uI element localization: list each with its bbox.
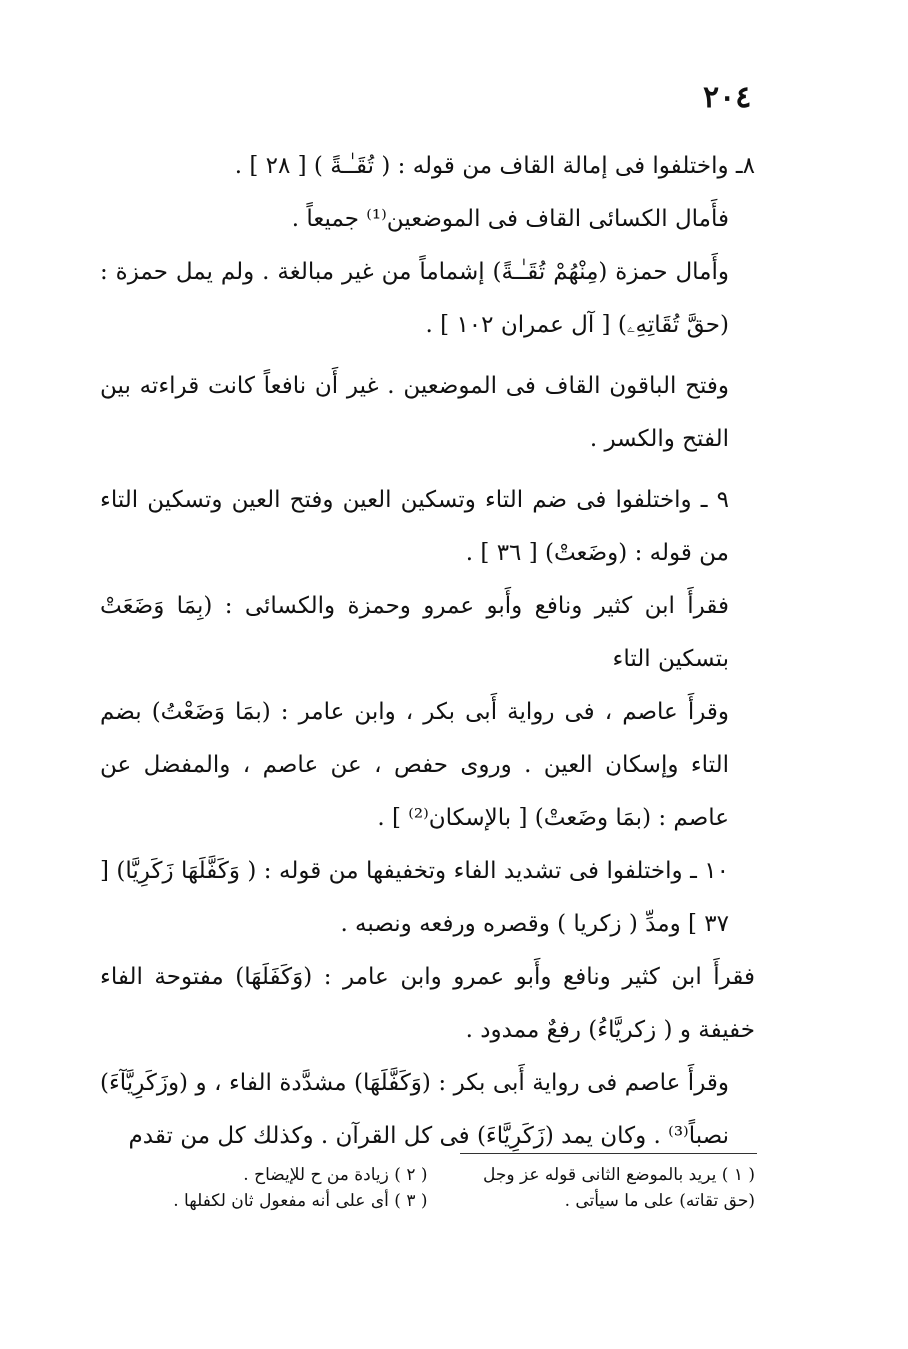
- footnote-3: ( ٣ ) أى على أنه مفعول ثان لكفلها .: [173, 1191, 428, 1211]
- paragraph-8-others: وفتح الباقون القاف فى الموضعين . غير أَن نافعاً كانت قراءته بين الفتح والكسر .: [100, 373, 729, 452]
- paragraph-9-asim: وقرأَ عاصم ، فى رواية أَبى بكر ، وابن عامر : (بمَا وَضَعْتُ) بضم التاء وإسكان العين . وروى حفص ، عن عاصم ، والمفضل عن عاصم : (بمَا وضَعتْ) [ بالإسكان⁽²⁾ ] .: [100, 699, 729, 831]
- page-number: ٢٠٤: [703, 80, 752, 115]
- paragraph-8-kisai: فأَمال الكسائى القاف فى الموضعين⁽¹⁾ جميعاً .: [291, 206, 729, 232]
- footnote-divider: [460, 1153, 757, 1154]
- paragraph-10-heading: ١٠ ـ واختلفوا فى تشديد الفاء وتخفيفها من قوله : ( وَكَفَّلَهَا زَكَرِيَّا) [ ٣٧ ] ومدِّ ( زكريا ) وقصره ورفعه ونصبه .: [100, 858, 729, 937]
- footnote-1-line-1: ( ١ ) يريد بالموضع الثانى قوله عز وجل: [482, 1165, 755, 1185]
- paragraph-9-heading: ٩ ـ واختلفوا فى ضم التاء وتسكين العين وفتح العين وتسكين التاء من قوله : (وضَعتْ) [ ٣٦ ] .: [100, 487, 729, 566]
- paragraph-9-readers: فقرأَ ابن كثير ونافع وأَبو عمرو وحمزة والكسائى : (بِمَا وَضَعَتْ بتسكين التاء: [100, 593, 729, 672]
- footnote-1-line-2: (حق تقاته) على ما سيأتى .: [564, 1191, 755, 1211]
- body-text: [100, 140, 755, 1163]
- paragraph-8-heading: ٨ـ واختلفوا فى إمالة القاف من قوله : ( تُقَـٰـةً ) [ ٢٨ ] .: [234, 153, 755, 179]
- footnote-2: ( ٢ ) زيادة من ح للإيضاح .: [243, 1165, 428, 1185]
- footnotes: [100, 1162, 755, 1214]
- paragraph-8-hamza: وأَمال حمزة (مِنْهُمْ تُقَـٰـةً) إشماماً من غير مبالغة . ولم يمل حمزة : (حقَّ تُقَاتِهِۦ) [ آل عمران ١٠٢ ] .: [100, 259, 729, 338]
- paragraph-10-asim: وقرأَ عاصم فى رواية أَبى بكر : (وَكَفَّلَهَا) مشدَّدة الفاء ، و (وزَكَرِيَّآءَ) نصباً⁽³⁾ . وكان يمد (زَكَرِيَّاءَ) فى كل القرآن . وكذلك كل من تقدم: [100, 1070, 729, 1149]
- paragraph-10-readers: فقرأَ ابن كثير ونافع وأَبو عمرو وابن عامر : (وَكَفَلَهَا) مفتوحة الفاء خفيفة و ( زكريَّاءُ) رفعٌ ممدود .: [100, 964, 755, 1043]
